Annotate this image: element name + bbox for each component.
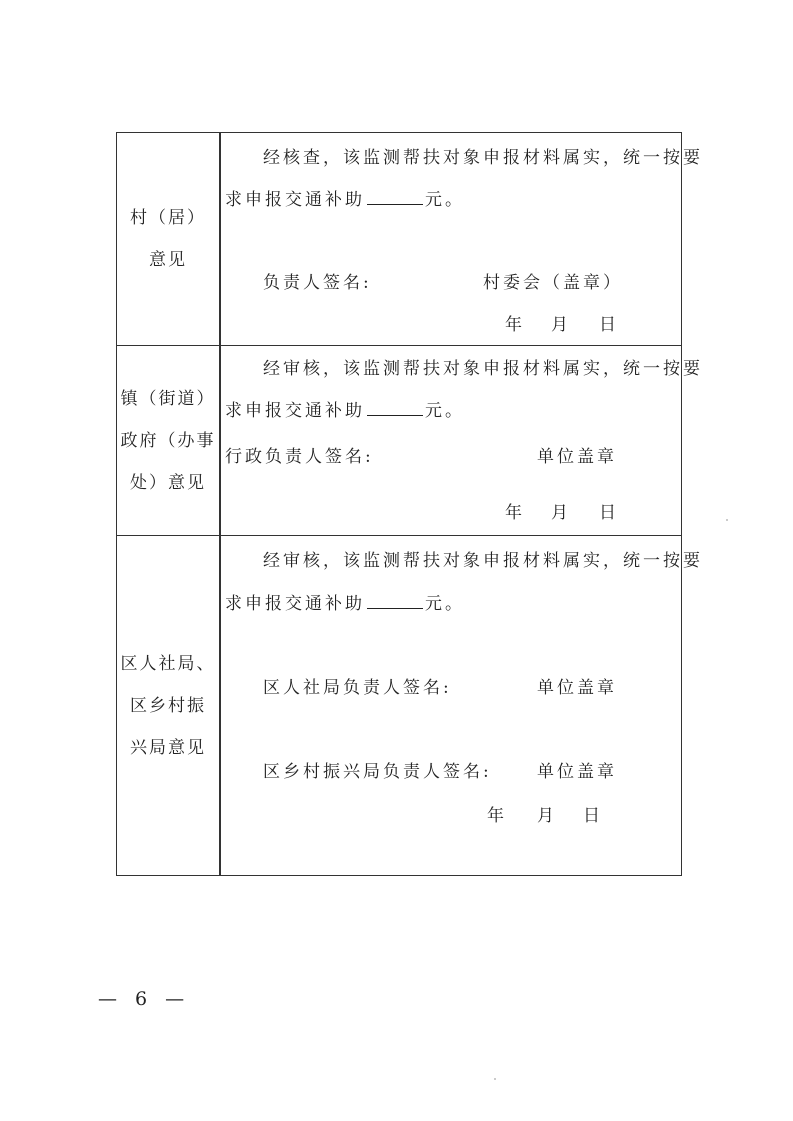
row-label-line: 区人社局、 [120,654,216,674]
approval-form-table [116,132,703,876]
row-label-line: 处）意见 [130,472,206,493]
subsidy-amount-blank[interactable] [367,188,423,205]
statement-line-2-suffix: 元。 [425,190,465,210]
date-month: 月 [537,806,554,826]
town-opinion-label [117,346,219,535]
row-label-line: 区乡村振 [130,696,206,716]
scan-speck [494,1078,496,1080]
row-label-line: 兴局意见 [130,738,206,758]
statement-line-2-suffix: 元。 [425,594,465,614]
statement-line-2-prefix: 求申报交通补助 [225,190,365,210]
date-month: 月 [551,315,568,335]
scan-speck [726,519,728,521]
town-opinion-row [117,346,703,536]
signature-label: 负责人签名: [263,273,372,293]
statement-line-1: 经核查，该监测帮扶对象申报材料属实，统一按要 [263,148,703,168]
statement-line-2-prefix: 求申报交通补助 [225,594,365,614]
village-opinion-row [117,133,703,346]
subsidy-amount-blank[interactable] [367,592,423,609]
date-day: 日 [599,503,616,523]
date-year: 年 [505,315,522,335]
date-year: 年 [505,503,522,523]
town-opinion-content [221,346,703,535]
date-year: 年 [487,806,504,826]
statement-line-2-suffix: 元。 [425,401,465,421]
row-label-line: 意见 [149,250,187,270]
district-opinion-content [221,536,703,876]
hrss-signature-label: 区人社局负责人签名: [263,678,452,698]
village-opinion-label [117,133,219,345]
statement-line-2 [225,188,465,211]
statement-line-2 [225,399,465,422]
page-number: — 6 — [98,988,191,1010]
row-label-line: 政府（办事 [120,430,216,451]
row-label-line: 村（居） [130,208,206,228]
statement-line-1: 经审核，该监测帮扶对象申报材料属实，统一按要 [263,359,703,379]
statement-line-2 [225,592,465,615]
row-label-line: 镇（街道） [120,388,216,409]
district-opinion-row [117,536,703,876]
signature-label: 行政负责人签名: [225,447,374,467]
date-day: 日 [599,315,616,335]
hrss-seal-label: 单位盖章 [537,678,617,698]
seal-label: 村委会（盖章） [483,273,623,293]
subsidy-amount-blank[interactable] [367,399,423,416]
date-month: 月 [551,503,568,523]
village-opinion-content [221,133,703,345]
district-opinion-label [117,536,219,876]
statement-line-2-prefix: 求申报交通补助 [225,401,365,421]
statement-line-1: 经审核，该监测帮扶对象申报材料属实，统一按要 [263,551,703,571]
rural-revitalization-signature-label: 区乡村振兴局负责人签名: [263,762,492,782]
seal-label: 单位盖章 [537,447,617,467]
date-day: 日 [583,806,600,826]
rural-revitalization-seal-label: 单位盖章 [537,762,617,782]
